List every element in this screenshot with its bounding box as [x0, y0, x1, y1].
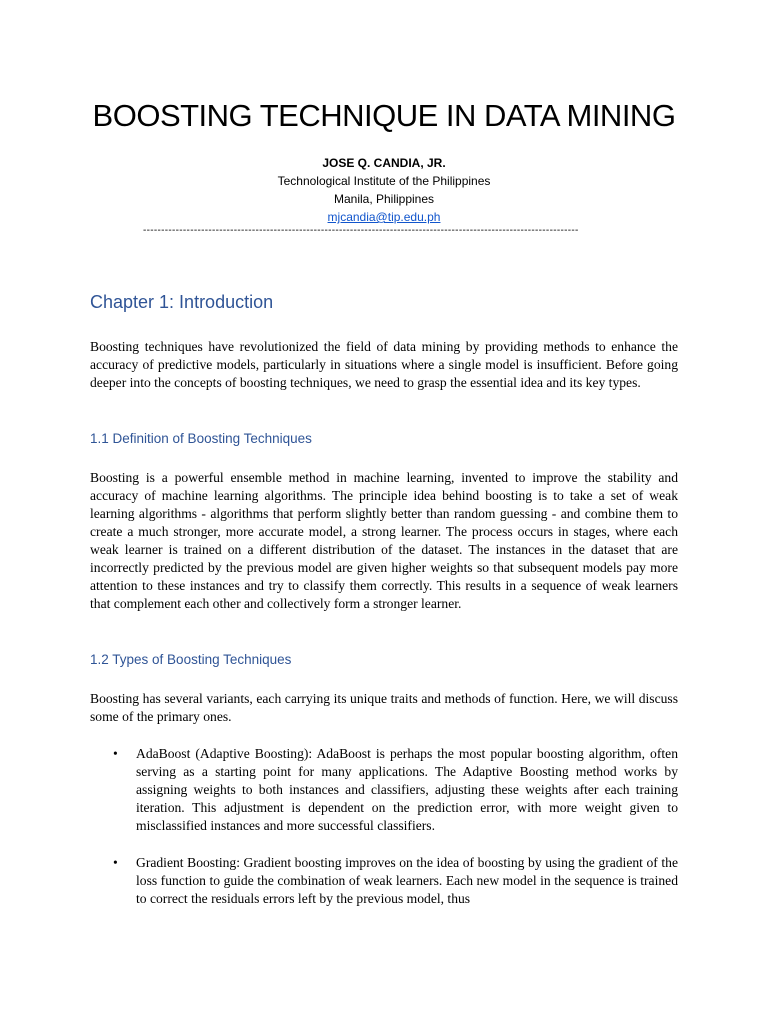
bullet-icon: •: [113, 746, 118, 761]
bullet-icon: •: [113, 855, 118, 870]
types-paragraph: Boosting has several variants, each carrying its unique traits and methods of function. Here, we will discuss some of the primary ones.: [90, 691, 678, 724]
bullet-adaboost: AdaBoost (Adaptive Boosting): AdaBoost is perhaps the most popular boosting algorithm, often serving as a starting point for many applications. The Adaptive Boosting method works by assigning weights to both instances and classifiers, adjusting these weights after each training iteration. This adjustment is dependent on the prediction error, with more weight given to misclassified instances and more successful classifiers.: [136, 746, 678, 833]
intro-paragraph: Boosting techniques have revolutionized the field of data mining by providing methods to enhance the accuracy of predictive models, particularly in situations where a single model is insufficient. Before going deeper into the concepts of boosting techniques, we need to grasp the essential idea and its key types.: [90, 339, 678, 390]
section-heading-types: 1.2 Types of Boosting Techniques: [90, 652, 292, 667]
chapter-heading: Chapter 1: Introduction: [90, 292, 274, 312]
author-institution: Technological Institute of the Philippines: [277, 174, 491, 188]
bullet-gradient-boosting: Gradient Boosting: Gradient boosting improves on the idea of boosting by using the gradient of the loss function to guide the combination of weak learners. Each new model in the sequence is trained to correct the residuals errors left by the previous model, thus: [136, 855, 678, 906]
author-block: [0, 154, 768, 226]
document-title: BOOSTING TECHNIQUE IN DATA MINING: [92, 98, 676, 133]
author-name: JOSE Q. CANDIA, JR.: [322, 156, 446, 170]
definition-paragraph: Boosting is a powerful ensemble method in machine learning, invented to improve the stability and accuracy of machine learning algorithms. The principle idea behind boosting is to take a set of weak learning algorithms - algorithms that perform slightly better than random guessing - and combine them to create a much stronger, more accurate model, a strong learner. The process occurs in stages, where each weak learner is trained on a different distribution of the dataset. The instances in the dataset that are incorrectly predicted by the previous model are given higher weights so that subsequent models pay more attention to these instances and try to classify them correctly. This results in a sequence of weak learners that complement each other and collectively form a stronger learner.: [90, 470, 678, 611]
section-heading-definition: 1.1 Definition of Boosting Techniques: [90, 431, 312, 446]
author-email-link[interactable]: mjcandia@tip.edu.ph: [327, 210, 441, 224]
author-location: Manila, Philippines: [333, 192, 435, 206]
separator-line: ------------------------------------------------------------------------------------------------------------------------: [143, 225, 579, 236]
